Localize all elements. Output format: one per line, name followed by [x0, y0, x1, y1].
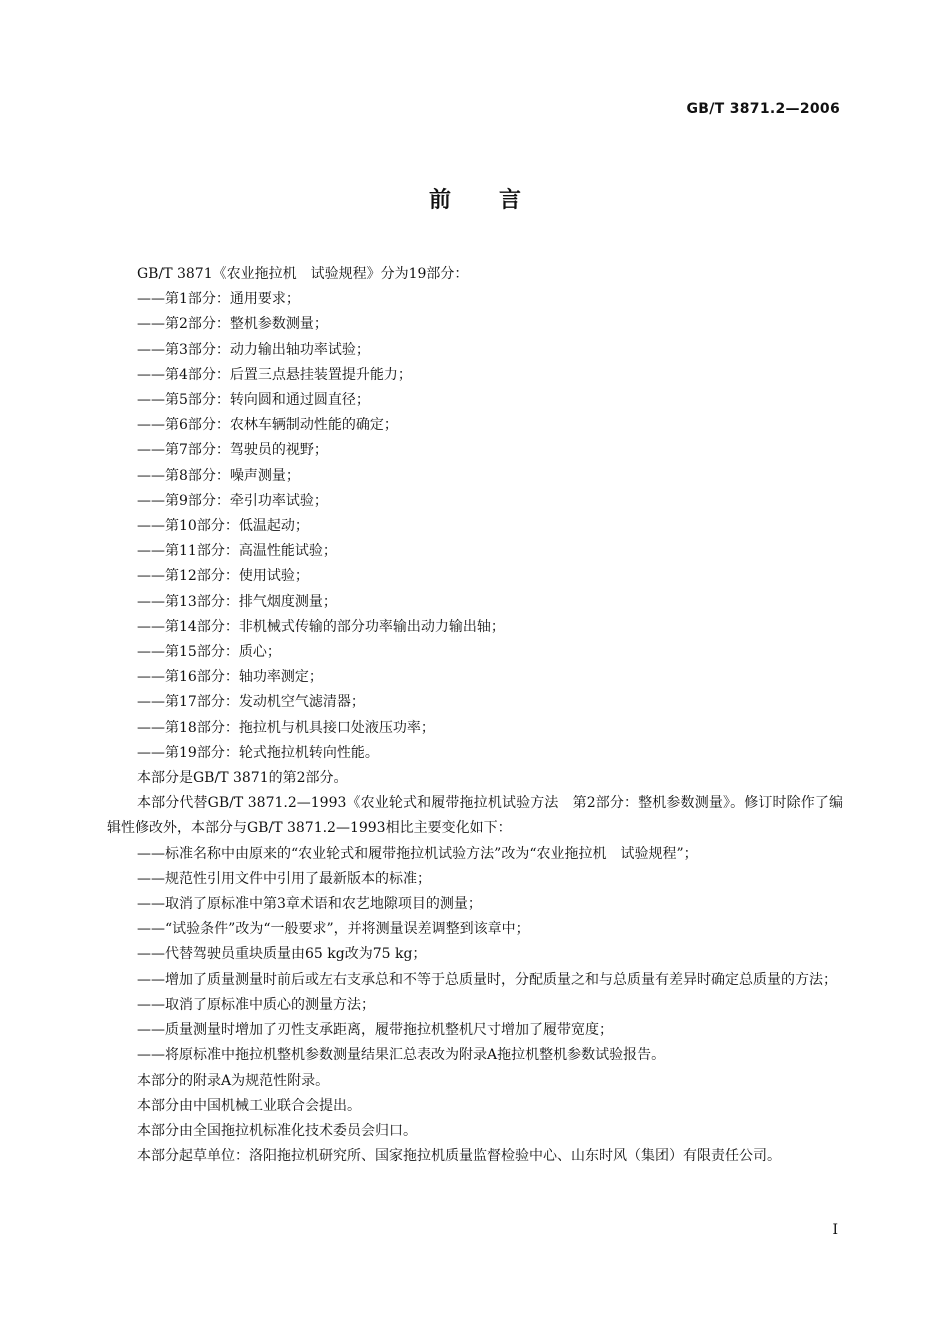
- part-list-item: ——第18部分：拖拉机与机具接口处液压功率；: [137, 719, 435, 736]
- part-list-item: ——第10部分：低温起动；: [137, 518, 309, 535]
- parts-list: [107, 287, 843, 766]
- change-list-item: ——标准名称中由原来的“农业轮式和履带拖拉机试验方法”改为“农业拖拉机 试验规程”；: [137, 845, 698, 862]
- part-list-item: ——第1部分：通用要求；: [137, 291, 300, 308]
- proposed-by-paragraph: 本部分由中国机械工业联合会提出。: [137, 1097, 361, 1114]
- foreword-body: [107, 262, 843, 1169]
- part-list-item: ——第4部分：后置三点悬挂装置提升能力；: [137, 366, 412, 383]
- changes-list: [107, 842, 843, 1069]
- part-list-item: ——第2部分：整机参数测量；: [137, 316, 328, 333]
- drafters-paragraph: 本部分起草单位：洛阳拖拉机研究所、国家拖拉机质量监督检验中心、山东时风（集团）有限责任公司。: [137, 1148, 781, 1165]
- part-list-item: ——第14部分：非机械式传输的部分功率输出动力输出轴；: [137, 618, 505, 635]
- part-list-item: ——第7部分：驾驶员的视野；: [137, 442, 328, 459]
- change-list-item: ——取消了原标准中第3章术语和农艺地隙项目的测量；: [137, 896, 482, 913]
- annex-paragraph: 本部分的附录A为规范性附录。: [137, 1072, 330, 1089]
- change-list-item: ——增加了质量测量时前后或左右支承总和不等于总质量时，分配质量之和与总质量有差异时确定总质量的方法；: [137, 971, 837, 988]
- intro-paragraph: GB/T 3871《农业拖拉机 试验规程》分为19部分：: [137, 266, 469, 282]
- change-list-item: ——将原标准中拖拉机整机参数测量结果汇总表改为附录A拖拉机整机参数试验报告。: [137, 1047, 666, 1064]
- part-list-item: ——第19部分：轮式拖拉机转向性能。: [137, 744, 379, 761]
- managed-by-paragraph: 本部分由全国拖拉机标准化技术委员会归口。: [137, 1122, 417, 1139]
- part-list-item: ——第15部分：质心；: [137, 644, 281, 661]
- part-list-item: ——第9部分：牵引功率试验；: [137, 492, 328, 509]
- part-list-item: ——第17部分：发动机空气滤清器；: [137, 694, 365, 711]
- change-list-item: ——取消了原标准中质心的测量方法；: [137, 996, 375, 1013]
- replaces-paragraph: 本部分代替GB/T 3871.2—1993《农业轮式和履带拖拉机试验方法 第2部分：整机参数测量》。修订时除作了编辑性修改外，本部分与GB/T 3871.2—1993相比主要变化如下：: [107, 795, 843, 837]
- change-list-item: ——“试验条件”改为“一般要求”，并将测量误差调整到该章中；: [137, 921, 530, 938]
- page-number: I: [832, 1222, 838, 1238]
- standard-code: GB/T 3871.2—2006: [686, 101, 840, 117]
- change-list-item: ——质量测量时增加了刃性支承距离，履带拖拉机整机尺寸增加了履带宽度；: [137, 1022, 613, 1039]
- part-list-item: ——第16部分：轴功率测定；: [137, 669, 323, 686]
- part-list-item: ——第3部分：动力输出轴功率试验；: [137, 341, 370, 358]
- part-list-item: ——第8部分：噪声测量；: [137, 467, 300, 484]
- change-list-item: ——规范性引用文件中引用了最新版本的标准；: [137, 870, 431, 887]
- part-list-item: ——第12部分：使用试验；: [137, 568, 309, 585]
- part-list-item: ——第6部分：农林车辆制动性能的确定；: [137, 417, 398, 434]
- change-list-item: ——代替驾驶员重块质量由65 kg改为75 kg；: [137, 946, 427, 963]
- page-title: 前言: [428, 188, 569, 213]
- part-list-item: ——第13部分：排气烟度测量；: [137, 593, 337, 610]
- part-list-item: ——第11部分：高温性能试验；: [137, 543, 337, 560]
- this-part-paragraph: 本部分是GB/T 3871的第2部分。: [137, 770, 348, 787]
- part-list-item: ——第5部分：转向圆和通过圆直径；: [137, 392, 370, 409]
